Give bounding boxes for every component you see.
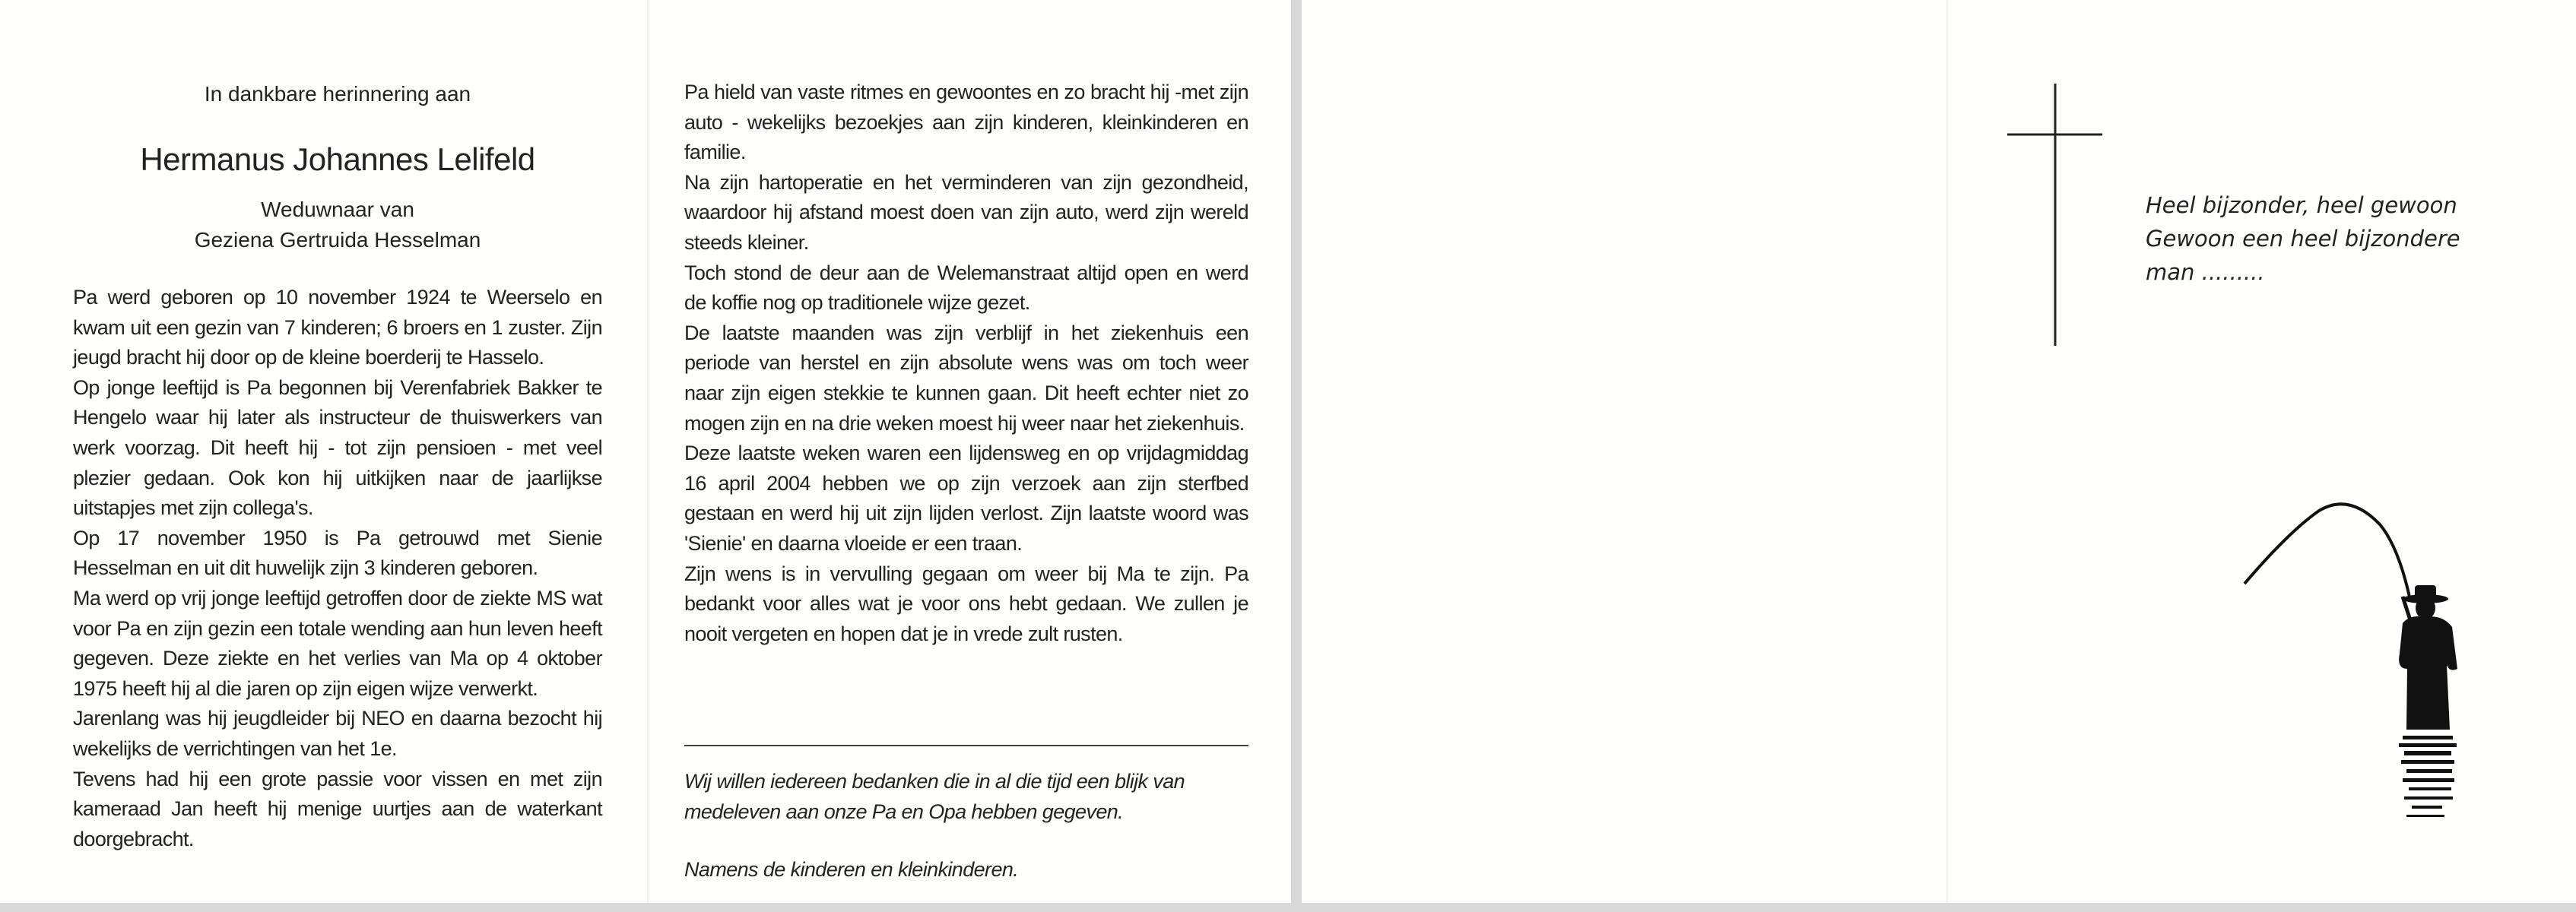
paragraph: Zijn wens is in vervulling gegaan om weer bij Ma te zijn. Pa bedankt voor alles wat je voor ons hebt gedaan. We zullen je nooit vergeten en hopen dat je in vrede zult rusten. — [684, 562, 1248, 645]
paragraph: Op jonge leeftijd is Pa begonnen bij Verenfabriek Bakker te Hengelo waar hij later als instructeur de thuiswerkers van werk voorzag. Dit heeft hij - tot zijn pensioen - met veel plezier gedaan. Ook kon hij uitkijken naar de jaarlijkse uitstapjes met zijn collega's. — [73, 375, 602, 520]
paragraph: Na zijn hartoperatie en het verminderen van zijn gezondheid, waardoor hij afstand moest doen van zijn auto, werd zijn wereld steeds kleiner. — [684, 170, 1248, 254]
paragraph: Pa hield van vaste ritmes en gewoontes en zo bracht hij -met zijn auto - wekelijks bezoekjes aan zijn kinderen, kleinkinderen en familie. — [684, 81, 1248, 164]
poem-line: Heel bijzonder, heel gewoon — [2146, 192, 2457, 218]
poem-line: man ......... — [2146, 259, 2265, 285]
paragraph: De laatste maanden was zijn verblijf in het ziekenhuis een periode van herstel en zijn absolute wens was om toch weer naar zijn eigen stekkie te kunnen gaan. Dit heeft echter niet zo mogen zijn en na drie weken moest hij weer naar het ziekenhuis. — [684, 321, 1248, 435]
spouse-name: Geziena Gertruida Hesselman — [194, 228, 481, 252]
deceased-name: Hermanus Johannes Lelifeld — [140, 141, 535, 177]
paragraph: Jarenlang was hij jeugdleider bij NEO en daarna bezocht hij wekelijks de verrichtingen van het 1e. — [73, 707, 602, 760]
paragraph: Op 17 november 1950 is Pa getrouwd met Sienie Hesselman en uit dit huwelijk zijn 3 kinderen geboren. — [73, 526, 602, 580]
signature-text: Namens de kinderen en kleinkinderen. — [684, 858, 1019, 881]
fisherman-silhouette-icon — [2244, 504, 2457, 817]
thanks-text: Wij willen iedereen bedanken die in al die tijd een blijk van medeleven aan onze Pa en Opa hebben gegeven. — [684, 770, 1185, 823]
intro-text: In dankbare herinnering aan — [204, 82, 471, 106]
cross-icon — [2007, 84, 2102, 346]
widower-line: Weduwnaar van — [261, 198, 414, 221]
paragraph: Deze laatste weken waren een lijdensweg en op vrijdagmiddag 16 april 2004 hebben we op zijn verzoek aan zijn sterfbed gestaan en werd hij uit zijn lijden verlost. Zijn laatste woord was 'Sienie' en daarna vloeide er een traan. — [684, 442, 1248, 555]
paragraph: Ma werd op vrij jonge leeftijd getroffen door de ziekte MS wat voor Pa en zijn gezin een totale wending aan hun leven heeft gegeven. Deze ziekte en het verlies van Ma op 4 oktober 1975 heeft hij al die jaren op zijn eigen wijze verwerkt. — [73, 586, 602, 700]
paragraph: Pa werd geboren op 10 november 1924 te Weerselo en kwam uit een gezin van 7 kinderen; 6 broers en 1 zuster. Zijn jeugd bracht hij door op de kleine boerderij te Hasselo. — [73, 286, 602, 369]
paragraph: Tevens had hij een grote passie voor vissen en met zijn kameraad Jan heeft hij menige uurtjes aan de waterkant doorgebracht. — [73, 767, 602, 850]
poem-line: Gewoon een heel bijzondere — [2146, 226, 2460, 252]
paragraph: Toch stond de deur aan de Welemanstraat altijd open en werd de koffie nog op traditionele wijze gezet. — [684, 261, 1248, 315]
